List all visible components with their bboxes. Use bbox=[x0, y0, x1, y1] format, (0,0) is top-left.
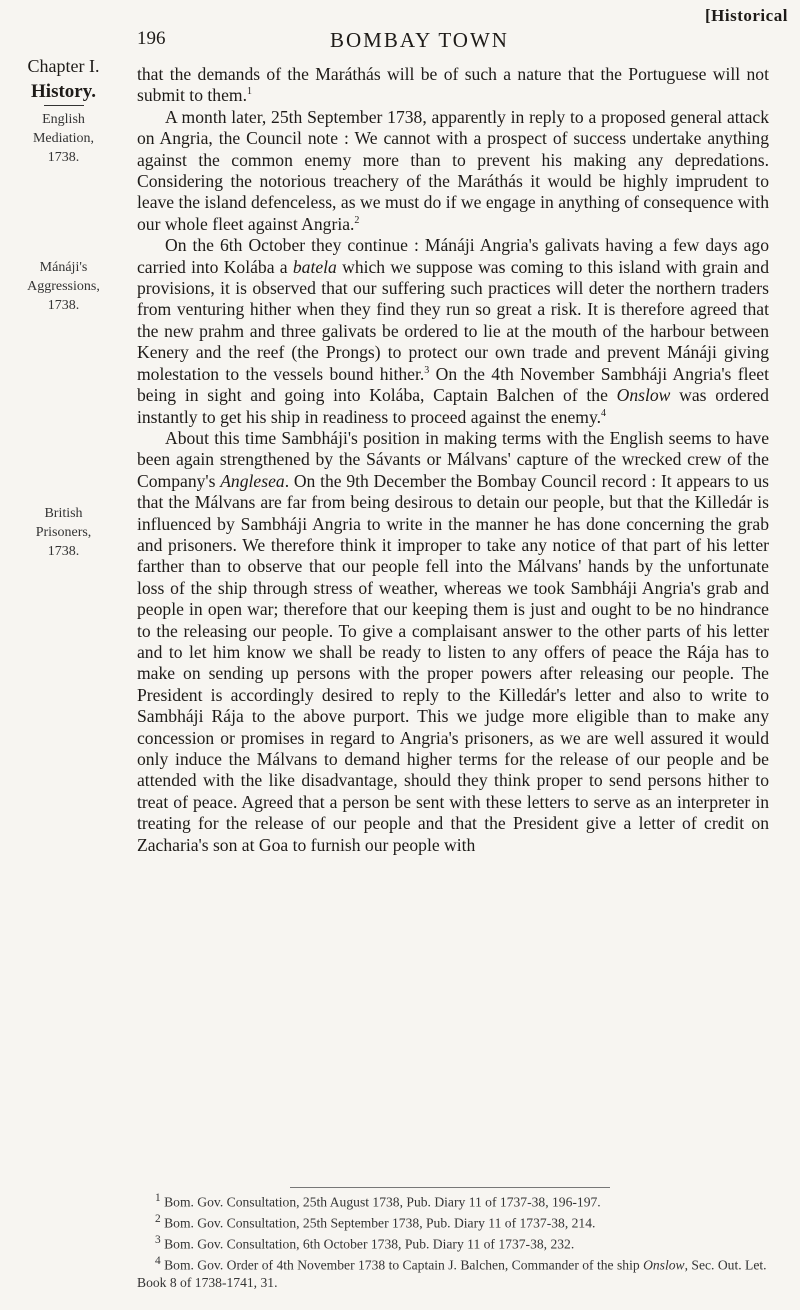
margin-note-line: 1738. bbox=[47, 298, 80, 313]
footnote-ref: 2 bbox=[354, 214, 360, 226]
footnote-divider bbox=[290, 1187, 610, 1188]
margin-note-line: British bbox=[44, 506, 83, 521]
margin-note-line: Prisoners, bbox=[35, 525, 92, 540]
margin-note-manaji-aggressions bbox=[6, 258, 121, 315]
margin-note-british-prisoners bbox=[6, 504, 121, 561]
margin-note-line: English bbox=[42, 112, 85, 127]
paragraph-3: On the 6th October they continue : Mánáji Angria's galivats having a few days ago carried into Kolába a batela which we suppose was coming to this island with grain and provisions, it is observed that our suffering such practices will deter the northern traders from venturing hither when they find they run so great a risk. It is therefore agreed that the new prahm and three galivats be ordered to lie at the mouth of the harbour between Kenery and the reef (the Prongs) to protect our own trade and prevent Mánáji giving molestation to the vessels bound hither.$^3$ On the 4th November Sambháji Angria's fleet being in sight and going into Kolába, Captain Balchen of the Onslow was ordered instantly to get his ship in readiness to proceed against the enemy.$^4$ bbox=[137, 235, 769, 427]
chapter-label: Chapter I. bbox=[27, 56, 100, 76]
running-head: BOMBAY TOWN bbox=[330, 28, 509, 52]
footnote: $^2$ Bom. Gov. Consultation, 25th September 1738, Pub. Diary 11 of 1737-38, 214. bbox=[155, 1213, 596, 1231]
ship-name: Onslow bbox=[616, 385, 671, 406]
paragraph-2: A month later, 25th September 1738, apparently in reply to a proposed general attack on Angria, the Council note : We cannot with a prospect of success undertake anything against the common enemy more than to prevent his making any depredations. Considering the notorious treachery of the Maráthás it would be highly imprudent to leave the island defenceless, as we must do if we engage in anything of consequence with our whole fleet against Angria.$^2$ bbox=[137, 106, 769, 234]
chapter-marker bbox=[6, 56, 121, 106]
section-header: [Historical bbox=[705, 6, 788, 25]
footnotes bbox=[137, 1190, 769, 1292]
margin-note-line: 1738. bbox=[47, 544, 80, 559]
footnote-ref: 3 bbox=[424, 364, 430, 376]
footnote-ref: 4 bbox=[601, 407, 607, 419]
margin-note-line: Aggressions, bbox=[27, 279, 100, 294]
ship-name: Anglesea bbox=[220, 470, 285, 491]
italic-term: batela bbox=[292, 256, 337, 277]
footnote: $^4$ Bom. Gov. Order of 4th November 1738 to Captain J. Balchen, Commander of the ship Onslow, Sec. Out. Let. Book 8 of 1738-1741, 31. bbox=[137, 1255, 767, 1291]
footnote-ref: 1 bbox=[246, 86, 252, 98]
margin-note-line: 1738. bbox=[47, 150, 80, 165]
paragraph-4: About this time Sambháji's position in making terms with the English seems to have been again strengthened by the Sávants or Málvans' capture of the wrecked crew of the Company's Anglesea. On the 9th December the Bombay Council record : It appears to us that the Málvans are far from being desirous to detain our people, but that the Killedár is influenced by Sambháji Angria to write in the manner he has done concerning the grab and prisoners. We therefore think it improper to take any notice of that part of his letter farther than to observe that our people fell into the Málvans' hands by the unfortunate loss of the ship through stress of weather, whereas we took Sambháji Angria's grab and people in open war; therefore that our keeping them is just and ought to be no hindrance to the releasing our people. To give a complaisant answer to the other parts of his letter and to let him know we shall be ready to listen to any offers of peace the Rája has to make on sending up persons with the proper powers after releasing our people. The President is accordingly desired to reply to the Killedár's letter and also to write to Sambháji Rája to the above purport. This we judge more eligible than to make any concession or promises in regard to Angria's prisoners, as we are well assured it would only induce the Málvans to demand higher terms for the release of our people and be attended with the like disadvantage, should they think proper to send persons hither to treat of peace. Agreed that a person be sent with these letters to serve as an interpreter in treating for the release of our people and that the President give a letter of credit on Zacharia's son at Goa to furnish our people with bbox=[137, 427, 769, 855]
footnote: $^1$ Bom. Gov. Consultation, 25th August 1738, Pub. Diary 11 of 1737-38, 196-197. bbox=[155, 1192, 601, 1210]
margin-note-line: Mediation, bbox=[32, 131, 95, 146]
footnote: $^3$ Bom. Gov. Consultation, 6th October 1738, Pub. Diary 11 of 1737-38, 232. bbox=[155, 1234, 575, 1252]
history-label: History. bbox=[6, 81, 121, 106]
paragraph-1: that the demands of the Maráthás will be of such a nature that the Portuguese will not submit to them.$^1$ bbox=[137, 64, 769, 106]
margin-note-line: Mánáji's bbox=[39, 260, 88, 275]
page-number: 196 bbox=[137, 28, 166, 49]
margin-note-english-mediation bbox=[6, 110, 121, 167]
main-text bbox=[137, 64, 769, 856]
